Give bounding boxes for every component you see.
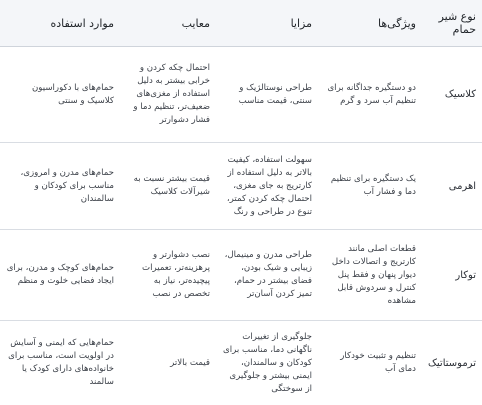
table-row	[0, 143, 482, 230]
header-uses: موارد استفاده	[0, 0, 120, 47]
cell-pros: طراحی مدرن و مینیمال، زیبایی و شیک بودن، فضای بیشتر در حمام، تمیز کردن آسان‌تر	[216, 230, 318, 321]
cell-type: توکار	[422, 230, 482, 321]
cell-cons: قیمت بالاتر	[120, 321, 216, 405]
cell-pros: طراحی نوستالژیک و سنتی، قیمت مناسب	[216, 47, 318, 143]
cell-uses: حمام‌های مدرن و امروزی، مناسب برای کودکان و سالمندان	[0, 143, 120, 230]
cell-pros: جلوگیری از تغییرات ناگهانی دما، مناسب برای کودکان و سالمندان، ایمنی بیشتر و جلوگیری از سوختگی	[216, 321, 318, 405]
table-row	[0, 47, 482, 143]
header-cons: معایب	[120, 0, 216, 47]
header-features: ویژگی‌ها	[318, 0, 422, 47]
table-header	[0, 0, 482, 47]
table-body	[0, 47, 482, 405]
header-type: نوع شیر حمام	[422, 0, 482, 47]
cell-type: ترموستاتیک	[422, 321, 482, 405]
cell-type: کلاسیک	[422, 47, 482, 143]
cell-features: یک دستگیره برای تنظیم دما و فشار آب	[318, 143, 422, 230]
cell-uses: حمام‌های با دکوراسیون کلاسیک و سنتی	[0, 47, 120, 143]
cell-features: قطعات اصلی مانند کارتریج و اتصالات داخل دیوار پنهان و فقط پنل کنترل و سردوش قابل مشاهده	[318, 230, 422, 321]
table-row	[0, 230, 482, 321]
table-row	[0, 321, 482, 405]
cell-uses: حمام‌هایی که ایمنی و آسایش در اولویت است، مناسب برای خانواده‌های دارای کودک یا سالمند	[0, 321, 120, 405]
cell-uses: حمام‌های کوچک و مدرن، برای ایجاد فضایی خلوت و منظم	[0, 230, 120, 321]
cell-cons: احتمال چکه کردن و خرابی بیشتر به دلیل استفاده از مغزی‌های ضعیف‌تر، تنظیم دما و فشار دشوارتر	[120, 47, 216, 143]
header-row	[0, 0, 482, 47]
cell-cons: نصب دشوارتر و پرهزینه‌تر، تعمیرات پیچیده‌تر، نیاز به تخصص در نصب	[120, 230, 216, 321]
cell-type: اهرمی	[422, 143, 482, 230]
header-pros: مزایا	[216, 0, 318, 47]
cell-pros: سهولت استفاده، کیفیت بالاتر به دلیل استفاده از کارتریج به جای مغزی، احتمال چکه کردن کمتر، تنوع در طراحی و رنگ	[216, 143, 318, 230]
cell-cons: قیمت بیشتر نسبت به شیرآلات کلاسیک	[120, 143, 216, 230]
cell-features: دو دستگیره جداگانه برای تنظیم آب سرد و گرم	[318, 47, 422, 143]
cell-features: تنظیم و تثبیت خودکار دمای آب	[318, 321, 422, 405]
